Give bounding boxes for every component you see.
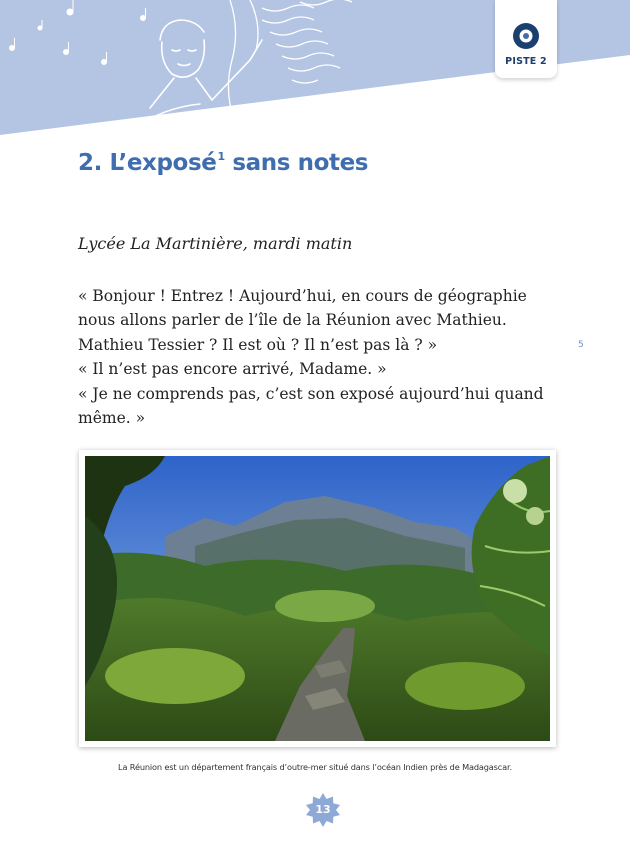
chapter-title-text: 2. L’exposé xyxy=(78,150,217,176)
reunion-landscape-photo xyxy=(85,456,550,741)
track-label: PISTE 2 xyxy=(505,56,547,67)
text-line: « Bonjour ! Entrez ! Aujourd’hui, en cours de géographie xyxy=(78,287,527,305)
audio-disc-icon xyxy=(512,22,540,50)
photo-caption: La Réunion est un département français d’outre-mer situé dans l’océan Indien près de Madagascar. xyxy=(118,762,512,772)
audio-track-badge[interactable] xyxy=(495,0,557,78)
page-number: 13 xyxy=(315,803,331,816)
scene-setting: Lycée La Martinière, mardi matin xyxy=(78,234,353,253)
line-number: 5 xyxy=(578,340,584,350)
photo-frame xyxy=(79,450,556,747)
chapter-title-rest: sans notes xyxy=(224,150,369,176)
text-line: même. » xyxy=(78,409,146,428)
dialogue-paragraph xyxy=(78,284,556,430)
footnote-marker[interactable]: 1 xyxy=(217,150,225,163)
text-line: « Il n’est pas encore arrivé, Madame. » xyxy=(78,360,387,379)
text-line: Mathieu Tessier ? Il est où ? Il n’est pas là ? » xyxy=(78,335,438,354)
chapter-title xyxy=(78,150,368,176)
text-line: « Je ne comprends pas, c’est son exposé aujourd’hui quand xyxy=(78,384,544,403)
text-line: nous allons parler de l’île de la Réunion avec Mathieu. xyxy=(78,311,507,330)
page-number-badge xyxy=(305,792,341,828)
